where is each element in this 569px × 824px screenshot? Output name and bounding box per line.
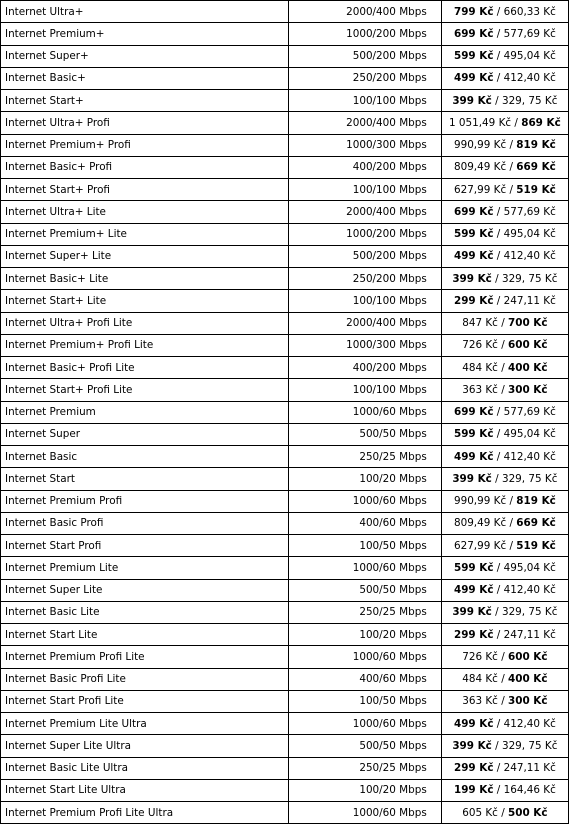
price-first: 599 Kč (453, 50, 494, 63)
price-separator: / (506, 517, 517, 530)
tariff-speed-cell: 100/100 Mbps (288, 179, 441, 201)
table-row (1, 535, 569, 557)
price-first: 699 Kč (453, 27, 494, 40)
tariff-name-cell: Internet Basic (1, 446, 289, 468)
table-row (1, 624, 569, 646)
table-row (1, 757, 569, 779)
tariff-price-cell (441, 179, 568, 201)
tariff-price-cell (441, 45, 568, 67)
table-row (1, 290, 569, 312)
tariff-price-cell (441, 423, 568, 445)
tariff-price-cell (441, 668, 568, 690)
tariff-name-cell: Internet Start (1, 468, 289, 490)
price-first: 990,99 Kč (453, 495, 507, 508)
table-row (1, 223, 569, 245)
price-first: 363 Kč (462, 383, 498, 396)
price-second: 600 Kč (508, 339, 548, 352)
price-second: 412,40 Kč (503, 250, 556, 263)
tariff-name-cell: Internet Ultra+ Profi (1, 112, 289, 134)
price-second: 300 Kč (508, 383, 548, 396)
price-second: 819 Kč (516, 139, 556, 152)
tariff-speed-cell: 2000/400 Mbps (288, 1, 441, 23)
price-second: 600 Kč (508, 650, 548, 663)
tariff-speed-cell: 250/25 Mbps (288, 601, 441, 623)
price-first: 499 Kč (453, 717, 494, 730)
tariff-speed-cell: 1000/60 Mbps (288, 802, 441, 824)
table-row (1, 268, 569, 290)
tariff-name-cell: Internet Basic+ Profi Lite (1, 357, 289, 379)
tariff-speed-cell: 250/200 Mbps (288, 67, 441, 89)
price-separator: / (493, 561, 504, 574)
tariff-speed-cell: 100/20 Mbps (288, 468, 441, 490)
table-row (1, 557, 569, 579)
table-row (1, 601, 569, 623)
price-first: 799 Kč (453, 5, 494, 18)
tariff-speed-cell: 400/60 Mbps (288, 668, 441, 690)
table-row (1, 401, 569, 423)
tariff-name-cell: Internet Ultra+ Profi Lite (1, 312, 289, 334)
price-second: 412,40 Kč (503, 584, 556, 597)
table-row (1, 45, 569, 67)
tariff-price-cell (441, 290, 568, 312)
tariff-name-cell: Internet Premium Lite (1, 557, 289, 579)
tariff-speed-cell: 100/20 Mbps (288, 779, 441, 801)
tariff-price-cell (441, 112, 568, 134)
price-first: 499 Kč (453, 250, 494, 263)
tariff-speed-cell: 1000/200 Mbps (288, 23, 441, 45)
price-separator: / (497, 650, 508, 663)
price-separator: / (497, 383, 508, 396)
tariff-name-cell: Internet Start Profi Lite (1, 690, 289, 712)
tariff-price-cell (441, 646, 568, 668)
tariff-name-cell: Internet Premium Profi (1, 490, 289, 512)
price-separator: / (493, 406, 504, 419)
price-separator: / (493, 784, 504, 797)
price-first: 299 Kč (453, 762, 494, 775)
price-separator: / (493, 5, 504, 18)
tariff-price-cell (441, 401, 568, 423)
price-separator: / (497, 317, 508, 330)
table-row (1, 334, 569, 356)
tariff-name-cell: Internet Basic+ Lite (1, 268, 289, 290)
tariff-price-cell (441, 134, 568, 156)
tariff-name-cell: Internet Start Profi (1, 535, 289, 557)
tariff-speed-cell: 100/50 Mbps (288, 535, 441, 557)
tariff-price-cell (441, 334, 568, 356)
tariff-speed-cell: 500/50 Mbps (288, 735, 441, 757)
tariff-price-cell (441, 23, 568, 45)
tariff-price-cell (441, 802, 568, 824)
tariff-speed-cell: 500/200 Mbps (288, 245, 441, 267)
table-row (1, 67, 569, 89)
price-first: 363 Kč (462, 695, 498, 708)
price-separator: / (497, 695, 508, 708)
tariff-name-cell: Internet Premium+ Lite (1, 223, 289, 245)
price-first: 299 Kč (453, 628, 494, 641)
tariff-name-cell: Internet Premium Profi Lite Ultra (1, 802, 289, 824)
price-first: 399 Kč (452, 472, 492, 485)
tariff-price-cell (441, 201, 568, 223)
tariff-name-cell: Internet Premium Lite Ultra (1, 713, 289, 735)
price-separator: / (493, 250, 504, 263)
price-first: 847 Kč (462, 317, 498, 330)
price-second: 577,69 Kč (503, 27, 556, 40)
tariff-price-cell (441, 579, 568, 601)
price-separator: / (491, 472, 502, 485)
price-first: 199 Kč (453, 784, 494, 797)
price-second: 400 Kč (508, 673, 548, 686)
tariff-speed-cell: 500/50 Mbps (288, 423, 441, 445)
table-row (1, 468, 569, 490)
table-row (1, 379, 569, 401)
price-second: 329, 75 Kč (501, 94, 558, 107)
price-second: 577,69 Kč (503, 406, 556, 419)
price-second: 577,69 Kč (503, 205, 556, 218)
price-separator: / (491, 94, 502, 107)
tariff-price-cell (441, 601, 568, 623)
tariff-speed-cell: 1000/60 Mbps (288, 646, 441, 668)
price-first: 627,99 Kč (453, 183, 507, 196)
tariff-name-cell: Internet Super (1, 423, 289, 445)
tariff-name-cell: Internet Start+ (1, 90, 289, 112)
table-row (1, 112, 569, 134)
table-row (1, 446, 569, 468)
tariff-speed-cell: 2000/400 Mbps (288, 312, 441, 334)
tariff-speed-cell: 100/100 Mbps (288, 379, 441, 401)
table-row (1, 90, 569, 112)
table-row (1, 312, 569, 334)
price-first: 605 Kč (462, 806, 498, 819)
table-row (1, 779, 569, 801)
price-first: 399 Kč (452, 272, 492, 285)
tariff-price-cell (441, 468, 568, 490)
price-second: 247,11 Kč (503, 294, 556, 307)
tariff-price-cell (441, 779, 568, 801)
tariff-speed-cell: 2000/400 Mbps (288, 201, 441, 223)
tariff-price-cell (441, 490, 568, 512)
tariff-speed-cell: 1000/60 Mbps (288, 401, 441, 423)
price-second: 400 Kč (508, 361, 548, 374)
tariff-price-cell (441, 357, 568, 379)
price-separator: / (493, 205, 504, 218)
tariff-price-cell (441, 245, 568, 267)
tariff-name-cell: Internet Premium Profi Lite (1, 646, 289, 668)
price-second: 412,40 Kč (503, 717, 556, 730)
price-separator: / (493, 450, 504, 463)
price-second: 669 Kč (516, 161, 556, 174)
tariff-name-cell: Internet Start Lite Ultra (1, 779, 289, 801)
price-first: 726 Kč (462, 650, 498, 663)
tariff-price-cell (441, 379, 568, 401)
price-second: 700 Kč (508, 317, 548, 330)
tariff-price-cell (441, 90, 568, 112)
tariff-name-cell: Internet Premium+ Profi Lite (1, 334, 289, 356)
tariff-name-cell: Internet Basic Profi Lite (1, 668, 289, 690)
price-second: 669 Kč (516, 517, 556, 530)
tariff-speed-cell: 100/100 Mbps (288, 90, 441, 112)
price-separator: / (493, 228, 504, 241)
price-separator: / (493, 27, 504, 40)
table-row (1, 23, 569, 45)
price-separator: / (493, 717, 504, 730)
price-second: 519 Kč (516, 539, 556, 552)
tariff-speed-cell: 400/200 Mbps (288, 357, 441, 379)
tariff-speed-cell: 500/200 Mbps (288, 45, 441, 67)
price-first: 499 Kč (453, 72, 494, 85)
price-second: 495,04 Kč (503, 228, 556, 241)
price-second: 500 Kč (508, 806, 548, 819)
price-first: 699 Kč (453, 406, 494, 419)
price-separator: / (493, 628, 504, 641)
tariff-speed-cell: 1000/200 Mbps (288, 223, 441, 245)
table-row (1, 156, 569, 178)
price-second: 495,04 Kč (503, 428, 556, 441)
tariff-speed-cell: 100/20 Mbps (288, 624, 441, 646)
price-separator: / (511, 116, 522, 129)
price-first: 599 Kč (453, 561, 494, 574)
price-first: 599 Kč (453, 228, 494, 241)
tariff-speed-cell: 100/50 Mbps (288, 690, 441, 712)
price-separator: / (506, 495, 517, 508)
tariff-price-cell (441, 223, 568, 245)
price-first: 499 Kč (453, 450, 494, 463)
tariff-price-cell (441, 512, 568, 534)
price-separator: / (493, 72, 504, 85)
table-row (1, 245, 569, 267)
price-separator: / (497, 339, 508, 352)
price-first: 599 Kč (453, 428, 494, 441)
tariff-price-cell (441, 446, 568, 468)
price-first: 699 Kč (453, 205, 494, 218)
tariff-speed-cell: 250/25 Mbps (288, 446, 441, 468)
table-row (1, 512, 569, 534)
price-separator: / (493, 50, 504, 63)
tariff-speed-cell: 1000/60 Mbps (288, 557, 441, 579)
table-row (1, 690, 569, 712)
tariff-name-cell: Internet Premium (1, 401, 289, 423)
price-second: 869 Kč (521, 116, 561, 129)
price-second: 329, 75 Kč (501, 739, 558, 752)
price-first: 484 Kč (462, 673, 498, 686)
tariff-price-cell (441, 735, 568, 757)
price-second: 495,04 Kč (503, 561, 556, 574)
tariff-price-cell (441, 535, 568, 557)
tariff-price-cell (441, 757, 568, 779)
table-row (1, 802, 569, 824)
price-second: 519 Kč (516, 183, 556, 196)
tariff-speed-cell: 400/200 Mbps (288, 156, 441, 178)
tariff-speed-cell: 100/100 Mbps (288, 290, 441, 312)
table-row (1, 713, 569, 735)
tariff-price-cell (441, 713, 568, 735)
price-second: 495,04 Kč (503, 50, 556, 63)
tariff-price-cell (441, 67, 568, 89)
price-separator: / (497, 806, 508, 819)
tariff-name-cell: Internet Start+ Profi Lite (1, 379, 289, 401)
tariff-name-cell: Internet Super+ (1, 45, 289, 67)
price-first: 809,49 Kč (453, 517, 507, 530)
price-separator: / (493, 428, 504, 441)
tariff-speed-cell: 1000/300 Mbps (288, 334, 441, 356)
table-row (1, 357, 569, 379)
price-separator: / (491, 272, 502, 285)
tariff-name-cell: Internet Basic+ (1, 67, 289, 89)
table-row (1, 579, 569, 601)
price-separator: / (491, 606, 502, 619)
tariff-price-cell (441, 156, 568, 178)
tariff-name-cell: Internet Start+ Profi (1, 179, 289, 201)
tariff-name-cell: Internet Premium+ Profi (1, 134, 289, 156)
tariff-name-cell: Internet Ultra+ Lite (1, 201, 289, 223)
tariff-speed-cell: 1000/60 Mbps (288, 490, 441, 512)
price-second: 329, 75 Kč (501, 472, 558, 485)
table-row (1, 134, 569, 156)
price-separator: / (506, 183, 517, 196)
tariff-speed-cell: 500/50 Mbps (288, 579, 441, 601)
tariff-name-cell: Internet Basic Lite Ultra (1, 757, 289, 779)
price-separator: / (497, 361, 508, 374)
price-separator: / (493, 584, 504, 597)
table-row (1, 646, 569, 668)
price-separator: / (493, 294, 504, 307)
table-row (1, 1, 569, 23)
tariff-speed-cell: 400/60 Mbps (288, 512, 441, 534)
table-row (1, 735, 569, 757)
tariff-name-cell: Internet Super Lite Ultra (1, 735, 289, 757)
price-second: 660,33 Kč (503, 5, 556, 18)
price-first: 809,49 Kč (453, 161, 507, 174)
price-first: 399 Kč (452, 94, 492, 107)
tariff-price-cell (441, 1, 568, 23)
tariff-speed-cell: 2000/400 Mbps (288, 112, 441, 134)
price-first: 399 Kč (452, 606, 492, 619)
tariff-name-cell: Internet Basic+ Profi (1, 156, 289, 178)
price-first: 990,99 Kč (453, 139, 507, 152)
tariff-speed-cell: 250/25 Mbps (288, 757, 441, 779)
table-row (1, 668, 569, 690)
price-second: 329, 75 Kč (501, 272, 558, 285)
tariff-speed-cell: 1000/300 Mbps (288, 134, 441, 156)
price-separator: / (506, 539, 517, 552)
tariff-speed-cell: 250/200 Mbps (288, 268, 441, 290)
tariff-price-cell (441, 690, 568, 712)
tariff-table-body (1, 1, 569, 824)
price-first: 484 Kč (462, 361, 498, 374)
tariff-price-cell (441, 624, 568, 646)
price-second: 412,40 Kč (503, 72, 556, 85)
price-separator: / (497, 673, 508, 686)
price-first: 726 Kč (462, 339, 498, 352)
price-second: 819 Kč (516, 495, 556, 508)
price-separator: / (506, 139, 517, 152)
tariff-name-cell: Internet Start+ Lite (1, 290, 289, 312)
tariff-name-cell: Internet Premium+ (1, 23, 289, 45)
price-second: 412,40 Kč (503, 450, 556, 463)
price-second: 329, 75 Kč (501, 606, 558, 619)
tariff-name-cell: Internet Basic Lite (1, 601, 289, 623)
tariff-name-cell: Internet Super+ Lite (1, 245, 289, 267)
price-separator: / (493, 762, 504, 775)
price-second: 247,11 Kč (503, 762, 556, 775)
table-row (1, 490, 569, 512)
tariff-price-cell (441, 557, 568, 579)
price-separator: / (506, 161, 517, 174)
price-first: 399 Kč (452, 739, 492, 752)
tariff-name-cell: Internet Start Lite (1, 624, 289, 646)
price-first: 299 Kč (453, 294, 494, 307)
tariff-name-cell: Internet Ultra+ (1, 1, 289, 23)
table-row (1, 423, 569, 445)
price-second: 247,11 Kč (503, 628, 556, 641)
price-second: 164,46 Kč (503, 784, 556, 797)
price-separator: / (491, 739, 502, 752)
tariff-price-cell (441, 268, 568, 290)
price-first: 1 051,49 Kč (449, 116, 512, 129)
tariff-name-cell: Internet Basic Profi (1, 512, 289, 534)
price-first: 499 Kč (453, 584, 494, 597)
price-second: 300 Kč (508, 695, 548, 708)
table-row (1, 201, 569, 223)
price-first: 627,99 Kč (453, 539, 507, 552)
tariff-price-cell (441, 312, 568, 334)
tariff-speed-cell: 1000/60 Mbps (288, 713, 441, 735)
tariff-name-cell: Internet Super Lite (1, 579, 289, 601)
table-row (1, 179, 569, 201)
